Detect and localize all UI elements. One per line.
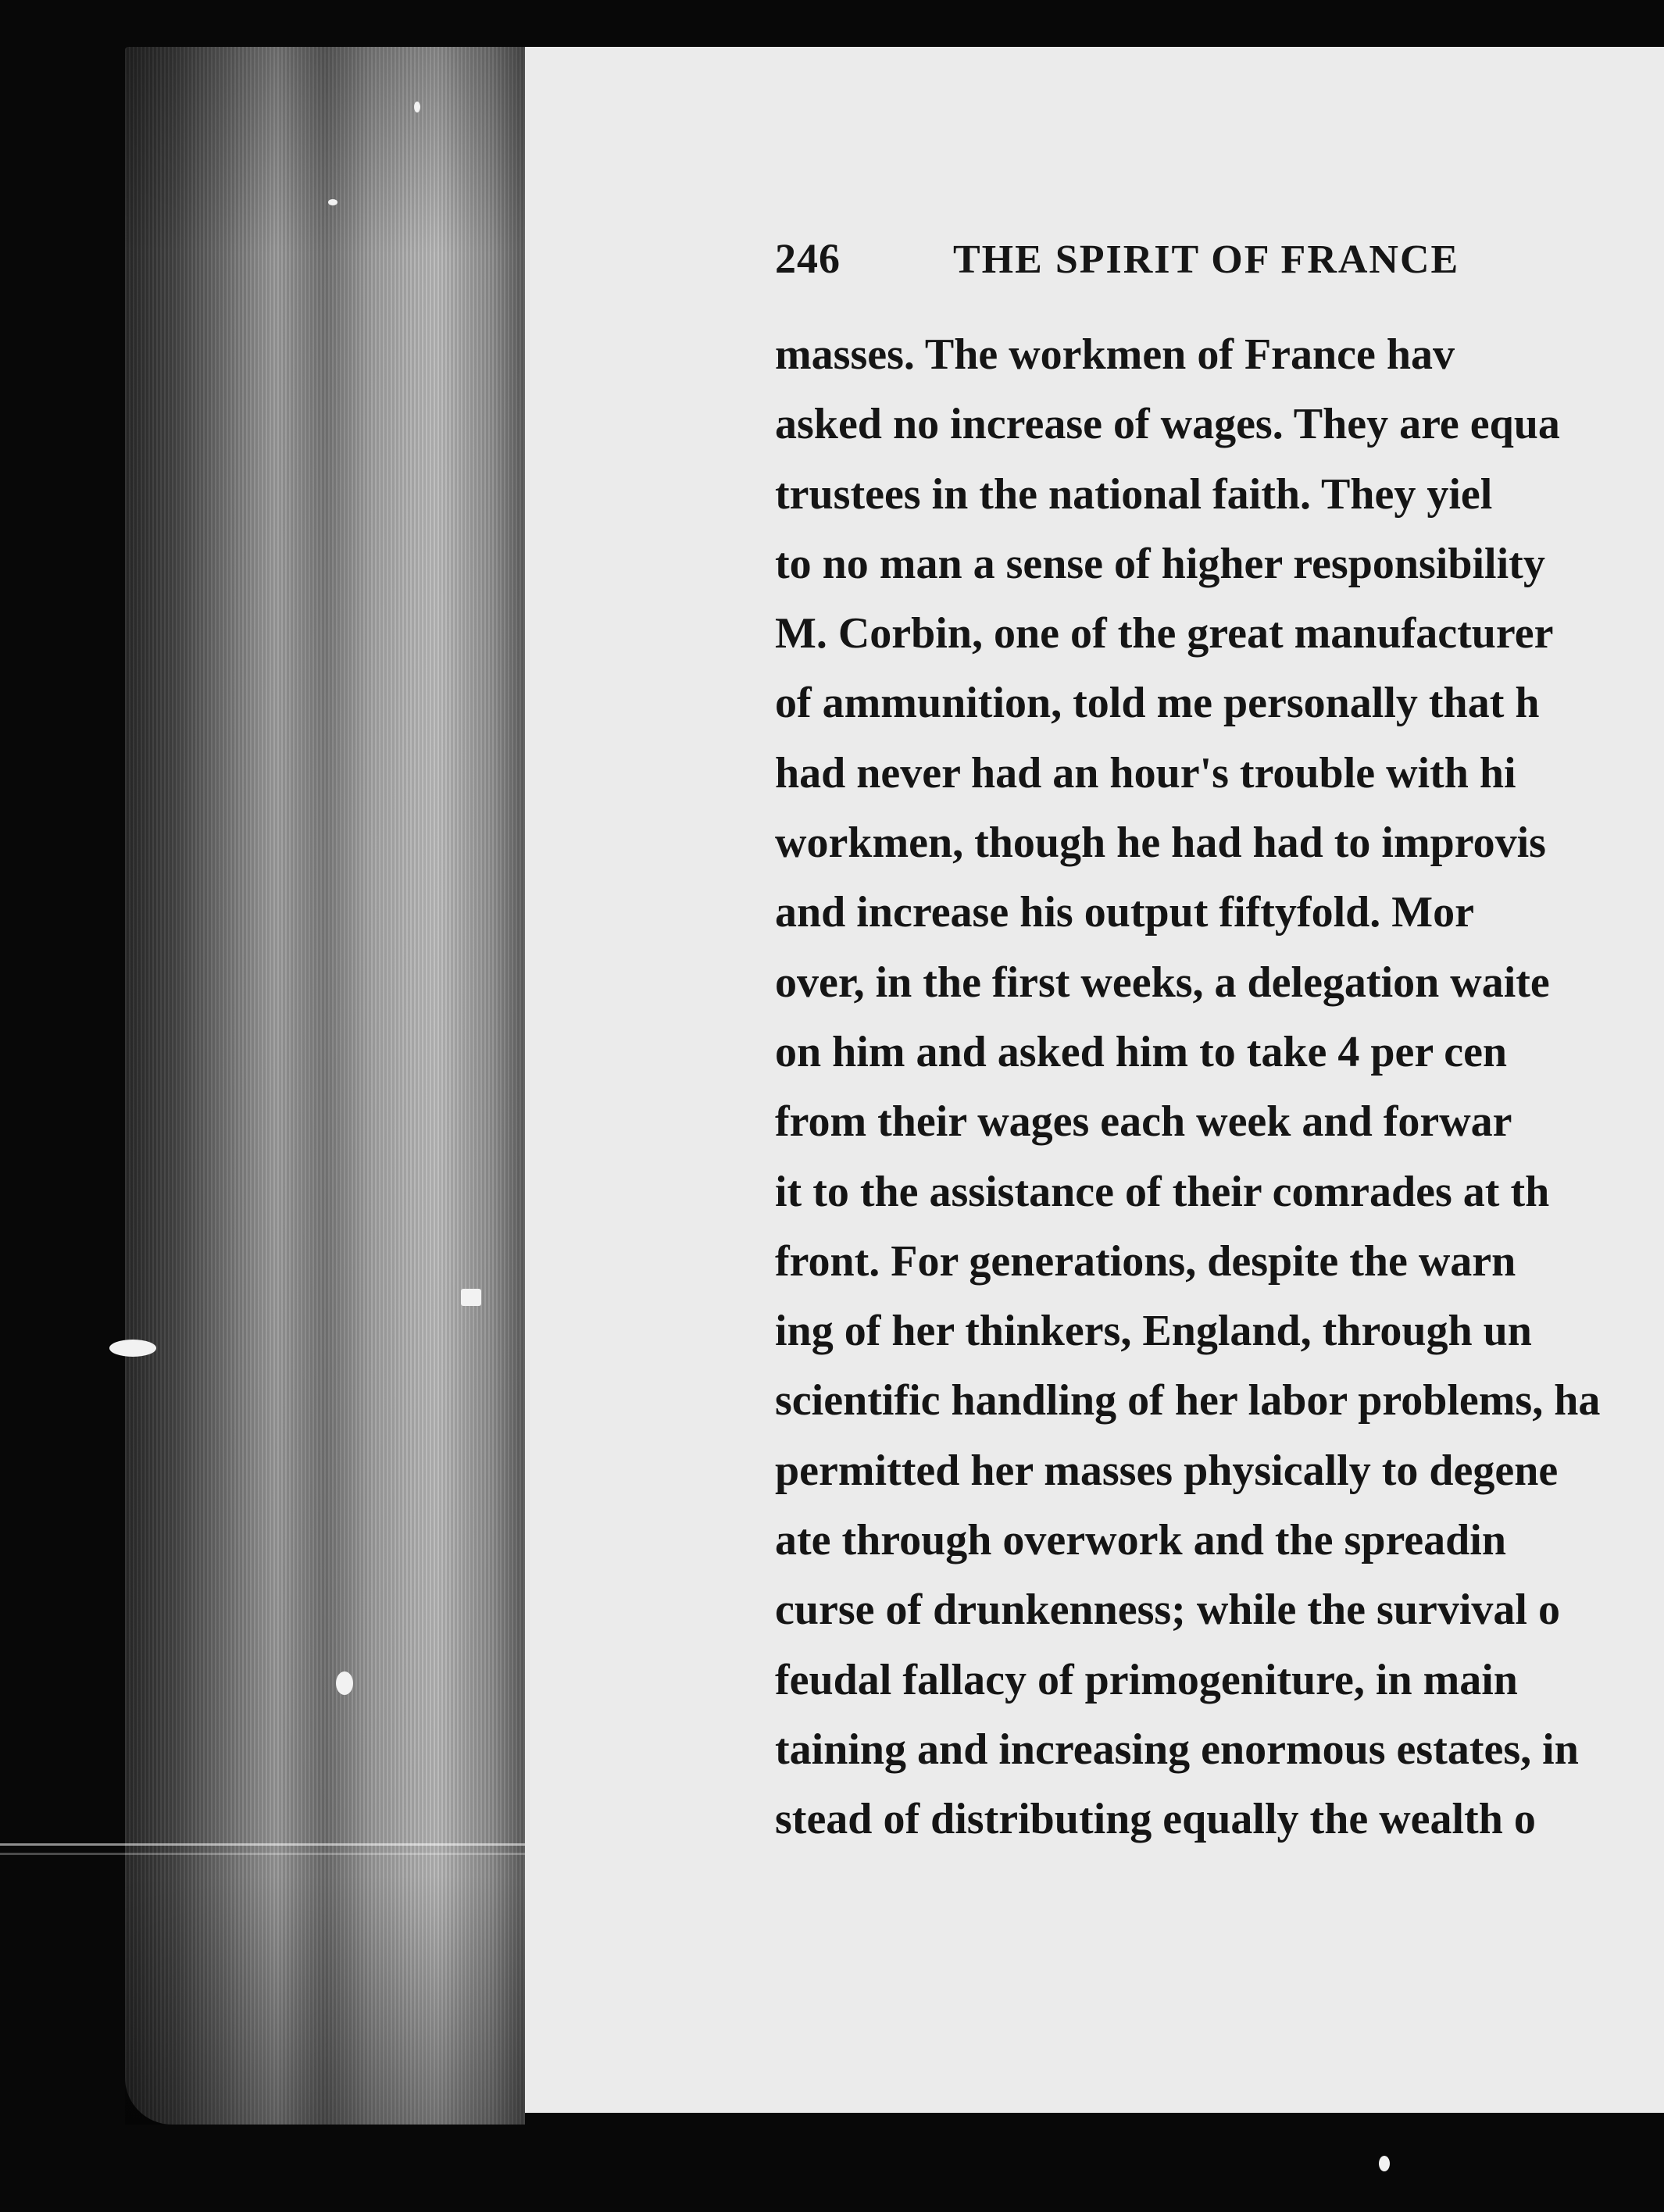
text-line: masses. The workmen of France hav bbox=[775, 330, 1455, 379]
text-line: it to the assistance of their comrades at th bbox=[775, 1167, 1550, 1216]
text-line: feudal fallacy of primogeniture, in main bbox=[775, 1655, 1518, 1704]
text-line: stead of distributing equally the wealth o bbox=[775, 1795, 1536, 1844]
dust-speck bbox=[328, 199, 337, 205]
dust-speck bbox=[461, 1289, 481, 1306]
scan-artifact-line bbox=[0, 1843, 531, 1846]
text-line: had never had an hour's trouble with hi bbox=[775, 748, 1516, 797]
text-line: over, in the first weeks, a delegation waite bbox=[775, 958, 1550, 1007]
text-line: permitted her masses physically to degene bbox=[775, 1446, 1559, 1495]
text-line: from their wages each week and forwar bbox=[775, 1097, 1512, 1147]
text-line: taining and increasing enormous estates, in bbox=[775, 1725, 1579, 1774]
text-line: ate through overwork and the spreadin bbox=[775, 1516, 1507, 1565]
text-line: M. Corbin, one of the great manufacturer bbox=[775, 609, 1554, 658]
text-line: on him and asked him to take 4 per cen bbox=[775, 1027, 1508, 1076]
running-head: THE SPIRIT OF FRANCE bbox=[953, 237, 1460, 282]
dust-speck bbox=[336, 1671, 353, 1695]
page-header bbox=[775, 234, 1459, 297]
text-line: scientific handling of her labor problems, ha bbox=[775, 1376, 1601, 1425]
text-line: trustees in the national faith. They yiel bbox=[775, 469, 1493, 519]
text-line: front. For generations, despite the warn bbox=[775, 1236, 1516, 1286]
text-line: of ammunition, told me personally that h bbox=[775, 679, 1540, 728]
text-line: and increase his output fiftyfold. Mor bbox=[775, 888, 1474, 937]
body-text bbox=[775, 320, 1664, 1855]
page-number: 246 bbox=[775, 235, 841, 282]
dust-speck bbox=[414, 102, 420, 112]
text-line: workmen, though he had had to improvis bbox=[775, 819, 1546, 868]
dust-speck bbox=[109, 1340, 156, 1357]
text-line: to no man a sense of higher responsibility bbox=[775, 539, 1545, 588]
book-gutter bbox=[125, 47, 525, 2125]
text-line: curse of drunkenness; while the survival o bbox=[775, 1586, 1560, 1635]
text-line: ing of her thinkers, England, through un bbox=[775, 1307, 1532, 1356]
dust-speck bbox=[1379, 2156, 1390, 2171]
text-line: asked no increase of wages. They are equa bbox=[775, 400, 1560, 449]
scan-artifact-line bbox=[0, 1853, 531, 1855]
book-page bbox=[525, 47, 1664, 2113]
